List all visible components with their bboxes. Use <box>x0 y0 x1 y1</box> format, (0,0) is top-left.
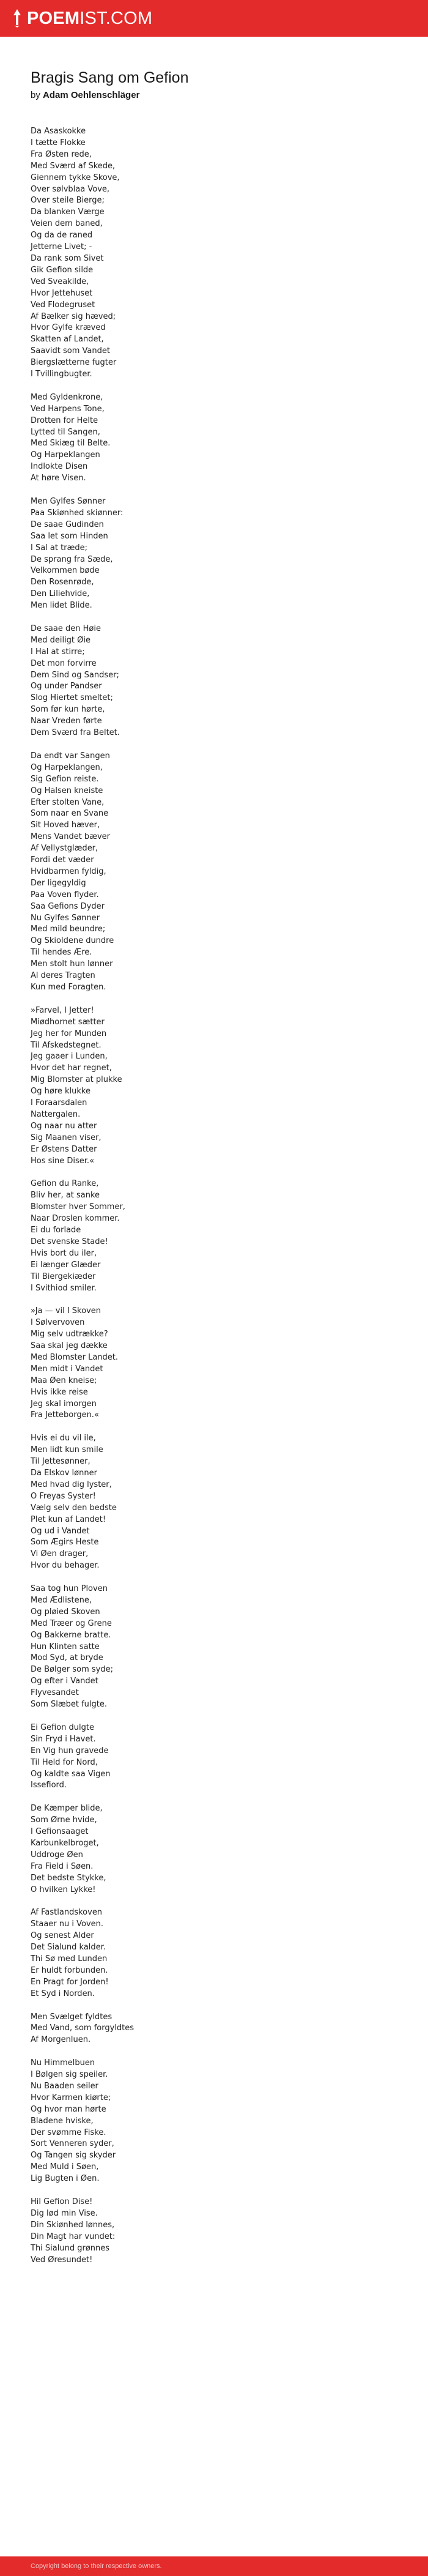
poem-line: Hvis bort du iler, <box>31 1248 97 1258</box>
poem-content <box>31 69 397 2277</box>
poem-stanza <box>31 1722 397 1792</box>
poem-line: Ei Gefion dulgte <box>31 1722 94 1732</box>
poem-line: Til Held for Nord, <box>31 1757 98 1767</box>
poem-line: Saavidt som Vandet <box>31 346 110 356</box>
poem-line: Hvis ei du vil ile, <box>31 1434 96 1443</box>
poem-line: Da Elskov lønner <box>31 1469 97 1478</box>
poem-line: De sprang fra Sæde, <box>31 554 113 564</box>
poem-line: Mens Vandet bæver <box>31 832 110 842</box>
poem-line: Paa Voven flyder. <box>31 890 99 899</box>
poem-line: Flyvesandet <box>31 1688 79 1698</box>
poem-line: O Freyas Syster! <box>31 1491 96 1501</box>
poem-line: Jeg skal imorgen <box>31 1399 97 1409</box>
poem-line: Sort Venneren syder, <box>31 2139 114 2149</box>
poem-line: O hvilken Lykke! <box>31 1885 96 1894</box>
poem-line: Sig Gefion reiste. <box>31 774 99 784</box>
poem-line: Og Halsen kneiste <box>31 786 103 795</box>
poem-line: I Sølvervoven <box>31 1318 85 1328</box>
poem-line: Men midt i Vandet <box>31 1364 103 1374</box>
poem-line: Uddroge Øen <box>31 1850 83 1859</box>
poem-line: Blomster hver Sommer, <box>31 1202 125 1212</box>
poem-line: Da blanken Værge <box>31 207 105 217</box>
poem-line: Da rank som Sivet <box>31 253 104 263</box>
poem-line: Jeg her for Munden <box>31 1029 107 1038</box>
poem-line: Til Biergekiæder <box>31 1271 96 1281</box>
poem-line: Dem Sværd fra Beltet. <box>31 728 120 738</box>
poem-line: Karbunkelbroget, <box>31 1838 99 1848</box>
poem-line: Og Bakkerne bratte. <box>31 1630 111 1640</box>
poem-line: Men lidet Blide. <box>31 601 92 611</box>
poem-line: Og kaldte saa Vigen <box>31 1769 111 1779</box>
poem-line: Ved Sveakilde, <box>31 277 89 286</box>
poem-line: Saa tog hun Ploven <box>31 1584 108 1594</box>
poem-line: Med Skiæg til Belte. <box>31 439 111 449</box>
poem-line: De saae den Høie <box>31 624 101 633</box>
poem-line: Hvor du behager. <box>31 1561 100 1571</box>
poem-line: At høre Visen. <box>31 474 86 483</box>
poem-line: Efter stolten Vane, <box>31 797 105 807</box>
poem-line: Lig Bugten i Øen. <box>31 2174 100 2184</box>
poem-line: Er huldt forbunden. <box>31 1965 108 1975</box>
poem-line: Hos sine Diser.« <box>31 1156 95 1166</box>
poem-line: Mod Syd, at bryde <box>31 1653 103 1663</box>
poem-line: I Svithiod smiler. <box>31 1283 97 1293</box>
poem-line: Skatten af Landet, <box>31 335 104 344</box>
poem-line: Men Svælget fyldtes <box>31 2012 113 2022</box>
poem-line: »Farvel, I Jetter! <box>31 1005 94 1015</box>
site-logo[interactable] <box>27 7 152 29</box>
poem-line: Hvor det har regnet, <box>31 1063 112 1073</box>
poem-line: Giennem tykke Skove, <box>31 173 120 182</box>
poem-line: Det mon forvirre <box>31 658 97 668</box>
byline <box>31 89 397 102</box>
poem-line: De Kæmper blide, <box>31 1804 103 1814</box>
poem-line: Hvis ikke reise <box>31 1387 88 1397</box>
poem-line: Af Bælker sig hæved; <box>31 311 116 321</box>
poem-line: Vælg selv den bedste <box>31 1503 117 1513</box>
poem-line: Jetterne Livet; - <box>31 242 92 252</box>
poem-line: Hvor Jettehuset <box>31 288 93 298</box>
poem-line: Med Blomster Landet. <box>31 1352 119 1362</box>
poem-line: Issefiord. <box>31 1781 67 1790</box>
site-header <box>0 0 428 37</box>
poem-line: Staaer nu i Voven. <box>31 1919 104 1929</box>
poem-line: Er Østens Datter <box>31 1144 97 1154</box>
poem-line: Med Vand, som forgyldtes <box>31 2023 135 2033</box>
poem-line: Og senest Alder <box>31 1931 94 1941</box>
poem-line: Indlokte Disen <box>31 462 88 472</box>
poem-line: Hvor Karmen kiørte; <box>31 2093 111 2102</box>
poem-line: Et Syd i Norden. <box>31 1989 95 1998</box>
poem-stanza <box>31 1005 397 1167</box>
poem-line: Naar Vreden førte <box>31 717 102 726</box>
poem-line: Med Gyldenkrone, <box>31 392 103 402</box>
site-footer <box>0 2556 428 2576</box>
poem-line: Med Træer og Grene <box>31 1618 112 1628</box>
logo-text-light: IST.COM <box>79 9 153 28</box>
poem-line: Og høre klukke <box>31 1087 90 1096</box>
poem-line: Nu Baaden seiler <box>31 2081 98 2091</box>
poem-line: Som før kun hørte, <box>31 705 105 715</box>
poem-line: Ei du forlade <box>31 1226 81 1235</box>
poem-line: Af Vellystglæder, <box>31 844 98 854</box>
poem-line: Plet kun af Landet! <box>31 1514 106 1524</box>
poem-line: Gefion du Ranke, <box>31 1179 99 1189</box>
poem-line: Da Asaskokke <box>31 127 86 136</box>
poem-body <box>31 126 397 2266</box>
byline-prefix: by <box>31 90 40 100</box>
poem-line: Den Rosenrøde, <box>31 578 94 587</box>
poem-line: Som Slæbet fulgte. <box>31 1700 108 1710</box>
poem-stanza <box>31 1178 397 1294</box>
poem-line: Ved Harpens Tone, <box>31 404 105 414</box>
poem-line: Nu Himmelbuen <box>31 2058 95 2068</box>
poem-stanza <box>31 2058 397 2185</box>
logo-text-bold: POEM <box>27 9 80 28</box>
poem-line: Til Jettesønner, <box>31 1457 90 1467</box>
poem-line: Velkommen bøde <box>31 566 100 576</box>
poem-line: Som Ægirs Heste <box>31 1538 99 1547</box>
poem-stanza <box>31 1433 397 1572</box>
poem-line: Paa Skiønhed skiønner: <box>31 508 124 518</box>
poem-line: Og ud i Vandet <box>31 1526 90 1536</box>
poem-line: Al deres Tragten <box>31 971 95 981</box>
poem-line: Og efter i Vandet <box>31 1677 98 1686</box>
poem-stanza <box>31 2197 397 2266</box>
poem-line: Med deiligt Øie <box>31 635 91 645</box>
poem-line: Hvidbarmen fyldig, <box>31 866 106 876</box>
poem-line: Fra Field i Søen. <box>31 1861 94 1871</box>
poem-line: I Tvillingbugter. <box>31 370 92 379</box>
poem-line: Med mild beundre; <box>31 925 106 934</box>
poem-line: Som naar en Svane <box>31 809 109 819</box>
poem-line: Hvor Gylfe kræved <box>31 323 106 333</box>
poem-line: Saa let som Hinden <box>31 531 108 541</box>
poem-line: Af Fastlandskoven <box>31 1908 103 1918</box>
poem-stanza <box>31 1907 397 2000</box>
poem-line: Men lidt kun smile <box>31 1445 103 1455</box>
poem-stanza <box>31 392 397 485</box>
poem-line: Men stolt hun lønner <box>31 959 113 969</box>
poem-line: Og naar nu atter <box>31 1121 97 1131</box>
poem-line: I Hal at stirre; <box>31 647 85 657</box>
poem-line: Miødhornet sætter <box>31 1017 105 1027</box>
poem-line: Sit Hoved hæver, <box>31 821 100 830</box>
poem-line: Gik Gefion silde <box>31 265 94 275</box>
poem-line: Ved Øresundet! <box>31 2255 93 2265</box>
poem-line: Sig Maanen viser, <box>31 1133 101 1142</box>
poem-line: I Gefionsaaget <box>31 1827 89 1837</box>
poem-line: Naar Droslen kommer. <box>31 1214 120 1224</box>
poem-stanza <box>31 1803 397 1896</box>
poem-line: Til Afskedstegnet. <box>31 1040 101 1050</box>
poem-stanza <box>31 624 397 739</box>
poem-line: Og hvor man hørte <box>31 2104 106 2114</box>
poem-line: Der svømme Fiske. <box>31 2127 106 2137</box>
poem-line: En Vig hun gravede <box>31 1746 109 1755</box>
poem-line: Ei længer Glæder <box>31 1260 101 1270</box>
poem-line: I tætte Flokke <box>31 138 86 147</box>
poem-line: Det bedste Stykke, <box>31 1873 106 1883</box>
poem-line: Din Skiønhed lønnes, <box>31 2220 115 2230</box>
poem-line: I Foraarsdalen <box>31 1098 87 1108</box>
poem-line: Ved Flodegruset <box>31 300 95 310</box>
poem-stanza <box>31 751 397 994</box>
poem-line: I Sal at træde; <box>31 543 87 553</box>
author-name[interactable]: Adam Oehlenschläger <box>43 90 140 100</box>
poem-line: Fordi det væder <box>31 855 94 865</box>
poem-line: I Bølgen sig speiler. <box>31 2070 108 2080</box>
poem-line: Kun med Foragten. <box>31 983 106 992</box>
poem-line: Slog Hiertet smeltet; <box>31 693 113 703</box>
poem-line: Og Harpeklangen <box>31 450 100 460</box>
poem-line: Thi Sialund grønnes <box>31 2243 110 2253</box>
poem-line: Vi Øen drager, <box>31 1549 89 1559</box>
poem-line: Med Muld i Søen, <box>31 2162 99 2172</box>
poem-line: Biergslætterne fugter <box>31 358 117 368</box>
poem-line: Hil Gefion Dise! <box>31 2197 93 2206</box>
poem-line: Lytted til Sangen, <box>31 427 100 437</box>
poem-stanza <box>31 2012 397 2047</box>
poem-line: Hun Klinten satte <box>31 1642 100 1651</box>
poem-stanza <box>31 1584 397 1711</box>
poem-line: Og Harpeklangen, <box>31 762 103 772</box>
poem-line: Det Sialund kalder. <box>31 1943 106 1952</box>
poem-line: Mig Blomster at plukke <box>31 1075 122 1085</box>
poem-line: Da endt var Sangen <box>31 751 110 761</box>
poem-line: Thi Sø med Lunden <box>31 1954 108 1964</box>
poem-line: Saa Gefions Dyder <box>31 901 105 911</box>
poem-line: Med Ædlistene, <box>31 1595 92 1605</box>
poem-line: Bladene hviske, <box>31 2116 94 2126</box>
poem-line: Til hendes Ære. <box>31 948 92 958</box>
poem-line: Og Skioldene dundre <box>31 936 114 946</box>
poem-line: Dem Sind og Sandser; <box>31 670 119 680</box>
poem-line: Nattergalen. <box>31 1109 81 1119</box>
poem-line: De Bølger som syde; <box>31 1665 113 1675</box>
poem-line: Veien dem baned, <box>31 219 103 229</box>
poem-line: Og Tangen sig skyder <box>31 2151 116 2161</box>
poem-stanza <box>31 126 397 381</box>
poem-line: Drotten for Helte <box>31 415 98 425</box>
poem-line: De saae Gudinden <box>31 519 104 529</box>
poem-line: Med Sværd af Skede, <box>31 161 116 171</box>
poem-line: Og pløied Skoven <box>31 1607 100 1617</box>
poem-line: Maa Øen kneise; <box>31 1375 97 1385</box>
poem-line: Fra Jetteborgen.« <box>31 1410 99 1420</box>
poem-line: Den Liliehvide, <box>31 589 90 599</box>
poem-line: Din Magt har vundet: <box>31 2232 116 2241</box>
poem-line: Over sølvblaa Vove, <box>31 184 110 194</box>
fountain-pen-nib-icon[interactable] <box>12 9 22 28</box>
poem-line: Over steile Bierge; <box>31 196 105 206</box>
poem-line: Af Morgenluen. <box>31 2035 91 2045</box>
poem-line: Fra Østen rede, <box>31 149 92 159</box>
poem-line: Dig lød min Vise. <box>31 2208 98 2218</box>
poem-stanza <box>31 1306 397 1421</box>
poem-line: Og under Pandser <box>31 682 102 691</box>
poem-line: Men Gylfes Sønner <box>31 496 106 506</box>
poem-line: Sin Fryd i Havet. <box>31 1734 96 1744</box>
poem-line: Det svenske Stade! <box>31 1237 108 1246</box>
poem-line: En Pragt for Jorden! <box>31 1977 109 1987</box>
poem-line: Jeg gaaer i Lunden, <box>31 1052 108 1062</box>
poem-line: »Ja — vil I Skoven <box>31 1306 101 1316</box>
poem-line: Og da de raned <box>31 231 93 240</box>
poem-line: Mig selv udtrække? <box>31 1330 108 1339</box>
poem-line: Nu Gylfes Sønner <box>31 913 100 923</box>
poem-line: Med hvad dig lyster, <box>31 1480 112 1489</box>
poem-line: Der ligegyldig <box>31 878 86 888</box>
poem-stanza <box>31 496 397 612</box>
poem-title: Bragis Sang om Gefion <box>31 69 189 86</box>
poem-line: Saa skal jeg dække <box>31 1341 108 1351</box>
poem-line: Som Ørne hvide, <box>31 1815 97 1825</box>
poem-line: Bliv her, at sanke <box>31 1191 100 1201</box>
copyright-notice: Copyright belong to their respective owners. <box>31 2563 162 2570</box>
